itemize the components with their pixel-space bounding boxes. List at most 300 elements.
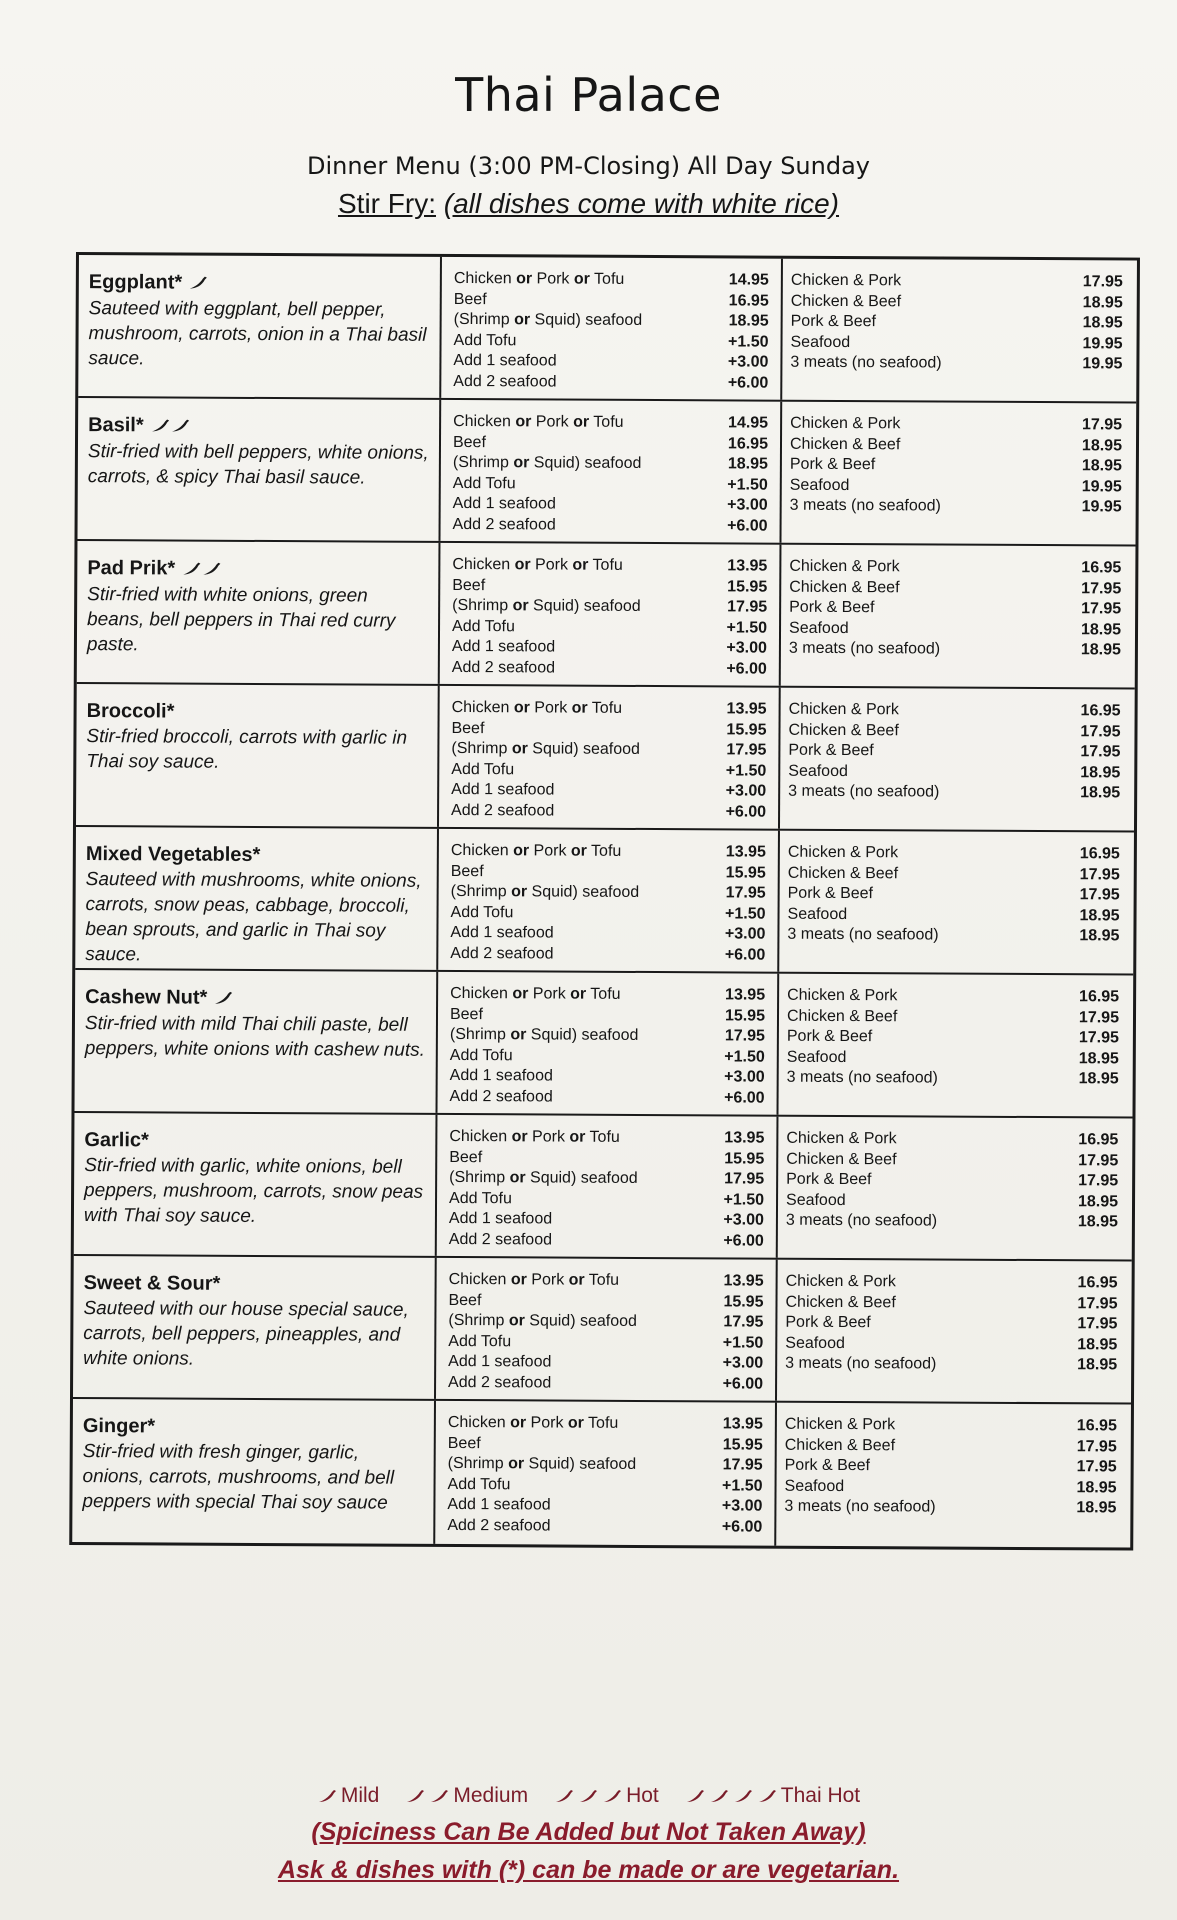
combo-line [789, 577, 1121, 599]
option-line [448, 1311, 763, 1333]
option-price: +1.50 [728, 332, 769, 351]
dish-name [83, 1413, 424, 1441]
option-name-part: Squid) seafood [526, 1026, 639, 1044]
option-price: +3.00 [727, 496, 768, 514]
protein-options-cell [437, 1115, 779, 1258]
combo-line [788, 863, 1120, 885]
combo-options-cell [777, 1260, 1132, 1403]
option-price: +1.50 [727, 475, 768, 494]
option-name-part: or [511, 1128, 528, 1146]
option-line [453, 371, 768, 393]
option-name [449, 1127, 620, 1148]
option-line [451, 780, 766, 802]
option-line [449, 1188, 764, 1210]
combo-price: 16.95 [1081, 559, 1122, 577]
combo-name: Seafood [786, 1048, 847, 1066]
option-name [448, 1413, 619, 1434]
option-name-part: Squid) seafood [530, 311, 643, 329]
combo-line [788, 741, 1120, 763]
option-name [448, 1433, 481, 1454]
combo-line [786, 1190, 1118, 1212]
option-name [454, 310, 643, 331]
dish-name-text: Mixed Vegetables* [85, 843, 261, 866]
dish-description: Stir-fried with fresh ginger, garlic, onions, carrots, mushrooms, and bell peppers with special Thai soy sauce [82, 1441, 395, 1514]
combo-line [787, 986, 1119, 1008]
option-line [447, 1474, 762, 1496]
combo-name: Chicken & Pork [785, 1272, 896, 1291]
combo-price: 18.95 [1080, 641, 1121, 659]
menu-subtitle: Dinner Menu (3:00 PM-Closing) All Day Sunday [306, 152, 870, 180]
option-name-part: Chicken [453, 269, 517, 288]
combo-price: 17.95 [1078, 1029, 1119, 1047]
dish-description-cell [72, 1399, 436, 1544]
option-name [453, 371, 556, 392]
option-name [450, 1086, 553, 1107]
option-line [450, 1045, 765, 1067]
chili-pepper-icon [709, 1789, 729, 1803]
combo-price: 19.95 [1081, 477, 1122, 495]
combo-name: Chicken & Pork [790, 414, 901, 433]
option-name-part: Add Tofu [447, 1475, 511, 1493]
option-price: 13.95 [725, 843, 766, 861]
option-line [453, 330, 768, 352]
option-line [454, 269, 769, 291]
combo-name: Chicken & Pork [788, 700, 899, 719]
combo-price: 18.95 [1080, 763, 1121, 781]
combo-name: Pork & Beef [787, 884, 874, 903]
combo-line [790, 353, 1122, 375]
option-price: +6.00 [726, 659, 767, 678]
option-line [452, 657, 767, 679]
option-name [452, 616, 515, 637]
chili-pepper-icon [405, 1789, 425, 1803]
option-line [450, 1066, 765, 1088]
dish-name-text: Eggplant* [88, 271, 183, 294]
option-name-part: Squid) seafood [527, 883, 640, 901]
option-line [449, 1168, 764, 1190]
dish-description: Stir-fried broccoli, carrots with garlic in Thai soy sauce. [86, 726, 408, 773]
combo-price: 18.95 [1082, 293, 1123, 311]
vegetarian-note: Ask & dishes with (*) can be made or are vegetarian. [277, 1856, 900, 1884]
option-name-part: Chicken [449, 1127, 512, 1146]
option-name [449, 1229, 552, 1250]
option-line [450, 943, 765, 965]
option-line [453, 494, 768, 516]
spice-level [150, 413, 190, 439]
combo-name: 3 meats (no seafood) [787, 925, 939, 944]
option-line [450, 902, 765, 924]
combo-name: Pork & Beef [786, 1027, 873, 1046]
option-name-part: or [513, 454, 530, 472]
option-name [450, 1004, 483, 1025]
option-name-part: Add 2 seafood [453, 372, 557, 391]
option-name-part: or [571, 699, 588, 717]
option-price: 15.95 [724, 1149, 765, 1168]
option-name-part: Tofu [586, 985, 621, 1003]
option-line [450, 984, 765, 1006]
option-price: +6.00 [727, 516, 768, 535]
option-name-part: Add 2 seafood [450, 944, 554, 963]
combo-name: Pork & Beef [789, 455, 876, 474]
chili-pepper-icon [733, 1789, 753, 1803]
combo-name: Seafood [790, 333, 851, 351]
option-name-part: Chicken [447, 1413, 511, 1432]
option-name-part: Add 1 seafood [447, 1495, 551, 1514]
option-name-part: or [510, 1414, 527, 1432]
option-price: 15.95 [723, 1292, 764, 1311]
option-name [450, 943, 553, 964]
option-price: 15.95 [726, 720, 767, 739]
option-line [453, 412, 768, 434]
option-price: 17.95 [726, 741, 767, 759]
option-price: 13.95 [722, 1415, 763, 1433]
dish-name [87, 698, 428, 726]
option-name-part: (Shrimp [447, 1454, 509, 1473]
combo-name: 3 meats (no seafood) [786, 1068, 938, 1087]
option-name [451, 780, 554, 801]
combo-price: 18.95 [1077, 1356, 1118, 1374]
option-name-part: or [516, 270, 533, 288]
option-line [448, 1413, 763, 1435]
option-name-part: Pork [532, 270, 574, 288]
combo-name: Pork & Beef [786, 1170, 872, 1189]
option-name [447, 1495, 550, 1516]
combo-line [790, 496, 1122, 518]
option-name-part: or [568, 1271, 585, 1289]
combo-name: Pork & Beef [785, 1313, 871, 1332]
dish-name [89, 269, 430, 298]
option-name [447, 1515, 550, 1536]
option-name-part: (Shrimp [449, 1025, 511, 1044]
combo-line [787, 1027, 1119, 1049]
combo-name: Seafood [786, 1191, 846, 1209]
option-price: +6.00 [723, 1231, 764, 1250]
option-name-part: Tofu [587, 699, 623, 717]
option-name-part: Add 2 seafood [448, 1373, 552, 1392]
spice-legend [0, 1784, 1177, 1808]
combo-price: 16.95 [1077, 1274, 1118, 1292]
option-price: +1.50 [725, 761, 767, 780]
combo-name: Chicken & Pork [786, 1129, 897, 1148]
option-line [451, 800, 766, 822]
protein-options-cell [436, 1258, 778, 1401]
option-name-part: Add Tofu [449, 1189, 512, 1207]
option-name-part: Add Tofu [448, 1332, 512, 1350]
dish-description-cell [75, 970, 439, 1113]
option-name-part: Add 1 seafood [449, 1066, 553, 1085]
option-price: 17.95 [727, 598, 768, 616]
option-name-part: Beef [448, 1291, 482, 1309]
combo-line [791, 291, 1123, 313]
option-name-part: Add 2 seafood [451, 801, 555, 820]
option-name-part: Pork [530, 556, 573, 574]
combo-line [790, 414, 1122, 436]
option-name-part: Tofu [585, 1128, 620, 1146]
option-line [448, 1290, 763, 1312]
combo-line [788, 761, 1120, 783]
combo-name: Pork & Beef [788, 741, 874, 760]
combo-line [786, 1170, 1118, 1192]
option-name-part: or [512, 985, 529, 1003]
dish-name-text: Broccoli* [86, 700, 175, 723]
combo-options-cell [776, 1403, 1131, 1548]
dish-description-cell [73, 1256, 437, 1399]
option-name [450, 1066, 553, 1087]
option-name-part: Add Tofu [450, 903, 514, 921]
chili-pepper-icon [188, 275, 208, 289]
combo-name: Chicken & Beef [787, 864, 899, 882]
combo-name: 3 meats (no seafood) [790, 353, 942, 372]
chili-pepper-icon [757, 1789, 777, 1803]
option-price: +3.00 [726, 639, 767, 657]
option-line [451, 759, 766, 781]
dish-description-cell [78, 255, 442, 398]
option-name [452, 698, 623, 719]
combo-price: 18.95 [1077, 1335, 1118, 1353]
option-name-part: Add 1 seafood [451, 637, 556, 656]
legend-label: Medium [453, 1784, 529, 1807]
option-line [452, 596, 767, 618]
combo-price: 18.95 [1078, 1049, 1119, 1067]
combo-price: 18.95 [1081, 436, 1123, 454]
option-name-part: Chicken [450, 984, 513, 1003]
option-price: 15.95 [722, 1435, 763, 1454]
combo-line [786, 1211, 1118, 1233]
option-name-part: or [567, 1414, 584, 1432]
option-price: +1.50 [723, 1190, 765, 1209]
combo-name: Chicken & Beef [789, 435, 901, 453]
option-name-part: or [511, 883, 528, 901]
combo-price: 17.95 [1079, 886, 1120, 904]
option-price: +3.00 [724, 925, 766, 943]
legend-item [317, 1784, 380, 1808]
option-price: +6.00 [725, 802, 767, 821]
option-price: 15.95 [725, 863, 766, 882]
chili-pepper-icon [429, 1789, 449, 1803]
option-price: 13.95 [723, 1272, 764, 1290]
combo-price: 18.95 [1079, 906, 1120, 924]
combo-price: 18.95 [1080, 620, 1122, 638]
dish-description-cell [77, 541, 441, 684]
combo-price: 17.95 [1076, 1458, 1117, 1476]
option-name-part: Tofu [583, 1414, 619, 1432]
option-line [451, 841, 766, 863]
combo-line [790, 455, 1122, 477]
option-line [453, 432, 768, 454]
option-name-part: Pork [527, 1128, 570, 1146]
option-name-part: (Shrimp [452, 453, 514, 472]
option-price: 14.95 [728, 414, 769, 432]
option-line [451, 882, 766, 904]
dish-name-text: Garlic* [84, 1129, 149, 1152]
protein-options-cell [441, 257, 783, 400]
option-line [449, 1270, 764, 1292]
option-name-part: (Shrimp [452, 596, 513, 615]
option-price: +3.00 [725, 782, 767, 800]
legend-label: Hot [626, 1784, 659, 1807]
option-name [451, 718, 484, 739]
option-line [448, 1331, 763, 1353]
dish-description-cell [74, 1113, 438, 1256]
option-line [448, 1372, 763, 1394]
dish-name [88, 412, 429, 441]
option-price: 13.95 [727, 557, 768, 575]
option-name [452, 637, 555, 658]
option-name-part: or [570, 985, 587, 1003]
option-price: 15.95 [727, 577, 768, 596]
option-name-part: Add 1 seafood [448, 1352, 552, 1371]
option-name [453, 412, 624, 433]
option-name [452, 657, 555, 678]
option-name-part: (Shrimp [449, 1168, 510, 1187]
option-line [452, 575, 767, 597]
option-name [451, 739, 640, 760]
legend-label: Mild [340, 1784, 380, 1807]
dish-name-text: Cashew Nut* [85, 986, 208, 1009]
option-name-part: Add Tofu [452, 617, 515, 635]
protein-options-cell [440, 400, 782, 543]
option-price: +1.50 [725, 904, 766, 923]
option-name [448, 1372, 551, 1393]
dish-name [84, 1127, 425, 1155]
option-name [451, 800, 554, 821]
spice-level [188, 270, 208, 296]
combo-line [788, 782, 1120, 804]
option-price: +3.00 [724, 1068, 765, 1086]
option-line [451, 718, 766, 740]
combo-line [789, 598, 1121, 620]
combo-price: 18.95 [1078, 1070, 1119, 1088]
combo-price: 19.95 [1082, 355, 1123, 373]
dish-name-text: Ginger* [82, 1415, 156, 1438]
option-name [449, 1209, 552, 1230]
combo-options-cell [779, 831, 1134, 974]
combo-line [787, 1006, 1119, 1028]
option-name-part: or [570, 842, 587, 860]
option-name [454, 269, 625, 290]
option-name-part: or [513, 699, 530, 717]
option-name [449, 1270, 620, 1291]
combo-price: 17.95 [1081, 579, 1122, 597]
spice-level [181, 556, 221, 582]
option-name-part: Squid) seafood [529, 454, 642, 472]
option-name-part: Beef [453, 290, 487, 308]
combo-price: 17.95 [1078, 1151, 1119, 1169]
option-name [453, 453, 642, 474]
dish-description: Stir-fried with mild Thai chili paste, bell peppers, white onions with cashew nuts. [84, 1012, 425, 1061]
dish-name [85, 984, 426, 1013]
option-name-part: Beef [452, 433, 486, 451]
option-line [449, 1209, 764, 1231]
option-name-part: or [515, 413, 532, 431]
option-name-part: Add 2 seafood [447, 1516, 551, 1535]
option-name-part: Pork [526, 1414, 568, 1432]
option-name-part: Add 1 seafood [452, 494, 556, 513]
option-price: 18.95 [727, 455, 768, 473]
option-price: 17.95 [725, 884, 766, 902]
option-name-part: Beef [452, 576, 486, 594]
option-name-part: Add 1 seafood [448, 1209, 553, 1228]
combo-name: Chicken & Beef [789, 578, 900, 596]
combo-price: 16.95 [1076, 1417, 1117, 1435]
option-name-part: Add 2 seafood [452, 515, 556, 534]
option-line [450, 1086, 765, 1108]
combo-name: Seafood [785, 1334, 845, 1352]
combo-name: Pork & Beef [789, 598, 875, 617]
option-name-part: Beef [450, 862, 484, 880]
option-name-part: or [508, 1312, 525, 1330]
chili-pepper-icon [317, 1789, 337, 1803]
combo-options-cell [780, 688, 1135, 831]
combo-name: Chicken & Beef [790, 292, 902, 310]
combo-options-cell [778, 1117, 1133, 1260]
option-name-part: Add 1 seafood [451, 780, 555, 799]
spiciness-note: (Spiciness Can Be Added but Not Taken Away) [311, 1818, 866, 1846]
option-price: +1.50 [722, 1333, 764, 1352]
option-price: +6.00 [724, 945, 766, 964]
combo-line [791, 271, 1123, 293]
combo-name: 3 meats (no seafood) [785, 1354, 937, 1373]
protein-options-cell [440, 543, 782, 686]
legend-item [685, 1784, 860, 1808]
legend-item [554, 1784, 659, 1808]
combo-price: 18.95 [1082, 314, 1123, 332]
option-name [448, 1454, 637, 1475]
option-line [448, 1433, 763, 1455]
option-price: 18.95 [728, 312, 769, 330]
option-price: +6.00 [721, 1517, 763, 1536]
combo-name: 3 meats (no seafood) [788, 782, 940, 801]
combo-line [786, 1149, 1118, 1171]
combo-line [785, 1292, 1117, 1314]
dish-description-cell [75, 827, 439, 970]
combo-price: 17.95 [1077, 1315, 1118, 1333]
chili-pepper-icon [554, 1789, 574, 1803]
option-name-part: (Shrimp [448, 1311, 509, 1330]
combo-price: 16.95 [1080, 702, 1121, 720]
option-price: +3.00 [727, 353, 769, 371]
option-line [449, 1127, 764, 1149]
option-name-part: Chicken [451, 698, 514, 717]
dish-row [77, 541, 1136, 690]
combo-line [785, 1435, 1117, 1457]
option-name-part: Tofu [584, 1271, 620, 1289]
dish-description: Sauteed with eggplant, bell pepper, mushroom, carrots, onion in a Thai basil sauce. [88, 297, 427, 370]
combo-price: 17.95 [1077, 1294, 1118, 1312]
option-price: +3.00 [721, 1497, 763, 1515]
combo-options-cell [781, 402, 1136, 545]
combo-line [788, 843, 1120, 865]
option-name-part: Beef [449, 1148, 483, 1166]
option-line [447, 1495, 762, 1517]
dish-description: Stir-fried with bell peppers, white onions, carrots, & spicy Thai basil sauce. [87, 440, 429, 489]
option-line [454, 289, 769, 311]
option-name-part: Tofu [589, 270, 625, 288]
combo-options-cell [782, 259, 1137, 402]
option-name [450, 902, 513, 923]
combo-line [788, 720, 1120, 742]
combo-name: Chicken & Pork [790, 271, 902, 290]
option-line [452, 555, 767, 577]
option-name-part: Tofu [586, 842, 622, 860]
option-name [453, 351, 556, 372]
protein-options-cell [437, 972, 779, 1115]
combo-line [789, 639, 1121, 661]
option-name-part: Pork [529, 842, 571, 860]
combo-name: 3 meats (no seafood) [788, 639, 941, 658]
option-name [453, 514, 556, 535]
option-name-part: Chicken [450, 841, 514, 860]
